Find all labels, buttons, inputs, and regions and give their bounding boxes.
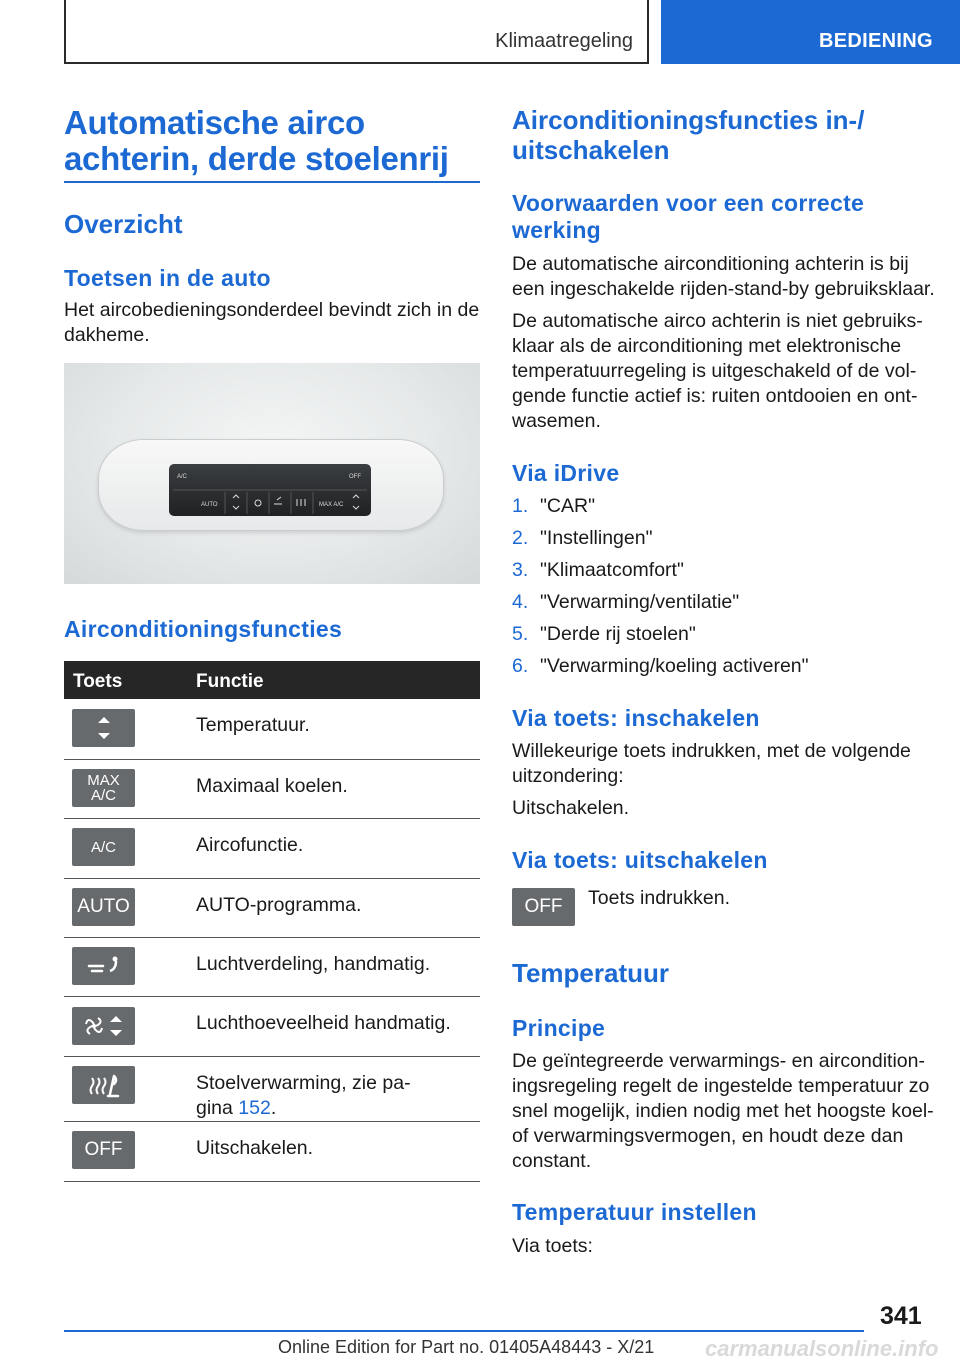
conditions-paragraph-2 <box>512 309 923 434</box>
step-text: "Klimaatcomfort" <box>540 559 684 581</box>
control-panel-photo <box>64 363 480 584</box>
conditions-heading <box>512 190 864 244</box>
panel-label-auto: AUTO <box>201 502 218 508</box>
page-title <box>64 105 449 177</box>
off-instruction: Toets indrukken. <box>588 887 730 909</box>
ac-icon: A/C <box>72 828 135 866</box>
conditions-p1-line-2: een ingeschakelde rijden-stand-by gebruiksklaar. <box>512 278 935 300</box>
step-text: "Verwarming/ventilatie" <box>540 591 740 613</box>
right-section-title <box>512 105 864 165</box>
on-paragraph-2: Uitschakelen. <box>512 797 630 819</box>
page-title-line-2: achterin, derde stoelenrij <box>64 140 449 177</box>
seat-heating-text-line-2 <box>196 1096 476 1121</box>
conditions-paragraph-1 <box>512 252 935 302</box>
step-number: 6. <box>512 655 529 677</box>
table-row <box>64 938 480 997</box>
row-function-text: Luchthoeveelheid handmatig. <box>196 1012 451 1034</box>
principle-line-3: snel mogelijk, indien nodig met het hoogste koel- <box>512 1100 934 1122</box>
step-number: 2. <box>512 527 529 549</box>
page-number: 341 <box>880 1302 922 1330</box>
list-item <box>512 654 932 686</box>
temperature-arrows-icon <box>72 709 135 747</box>
idrive-heading: Via iDrive <box>512 460 620 486</box>
table-row <box>64 760 480 819</box>
functions-heading: Airconditioningsfuncties <box>64 616 343 642</box>
principle-line-4: of verwarmingsvermogen, en houdt deze dan <box>512 1125 904 1147</box>
panel-buttons-icon <box>169 464 371 516</box>
principle-line-5: constant. <box>512 1150 592 1172</box>
list-item <box>512 526 932 558</box>
seat-heating-text-prefix: gina <box>196 1097 239 1119</box>
table-row <box>64 879 480 938</box>
list-item <box>512 622 932 654</box>
on-p1-line-2: uitzondering: <box>512 765 624 787</box>
auto-icon: AUTO <box>72 888 135 926</box>
table-row <box>64 1122 480 1182</box>
principle-paragraph <box>512 1049 934 1174</box>
panel-label-ac: A/C <box>177 474 188 480</box>
row-function-text <box>196 1071 476 1121</box>
conditions-heading-line-1: Voorwaarden voor een correcte <box>512 190 865 216</box>
row-function-text: Temperatuur. <box>196 714 310 736</box>
row-function-text: AUTO-programma. <box>196 894 362 916</box>
list-item <box>512 494 932 526</box>
row-function-text: Uitschakelen. <box>196 1137 314 1159</box>
header-section-box <box>64 0 649 64</box>
col-header-function: Functie <box>196 671 264 692</box>
step-text: "CAR" <box>540 495 596 517</box>
col-header-key: Toets <box>73 671 123 692</box>
principle-line-2: ingsregeling regelt de ingestelde temperatuur zo <box>512 1075 930 1097</box>
rear-climate-panel <box>169 464 371 516</box>
title-underline <box>64 181 480 183</box>
functions-table-header <box>64 661 480 699</box>
step-text: "Verwarming/koeling activeren" <box>540 655 809 677</box>
step-number: 4. <box>512 591 529 613</box>
right-title-line-1: Airconditioningsfuncties in-/ <box>512 105 865 135</box>
max-ac-key-line-2: A/C <box>90 787 116 804</box>
panel-label-off: OFF <box>349 474 361 480</box>
step-text: "Instellingen" <box>540 527 653 549</box>
overview-heading: Overzicht <box>64 209 183 239</box>
row-function-text: Aircofunctie. <box>196 834 304 856</box>
keys-paragraph-line-2: dakheme. <box>64 324 150 346</box>
temperature-heading: Temperatuur <box>512 958 669 988</box>
row-function-text: Luchtverdeling, handmatig. <box>196 953 431 975</box>
conditions-p2-line-2: klaar als de airconditioning met elektronische <box>512 335 902 357</box>
footer-rule <box>64 1330 864 1332</box>
table-row <box>64 699 480 760</box>
watermark: carmanualsonline.info <box>705 1336 939 1361</box>
list-item <box>512 558 932 590</box>
row-function-text: Maximaal koelen. <box>196 775 348 797</box>
seat-heating-icon <box>72 1066 135 1104</box>
seat-heating-text-end: . <box>270 1097 277 1119</box>
off-icon: OFF <box>72 1131 135 1169</box>
page-title-line-1: Automatische airco <box>64 104 365 141</box>
header-section-title: Klimaatregeling <box>495 30 633 52</box>
principle-line-1: De geïntegreerde verwarmings- en aircondition- <box>512 1050 925 1072</box>
conditions-p2-line-3: temperatuurregeling is uitgeschakeld of de vol- <box>512 360 917 382</box>
step-number: 5. <box>512 623 529 645</box>
set-temperature-text: Via toets: <box>512 1235 593 1257</box>
right-title-line-2: uitschakelen <box>512 135 670 165</box>
principle-heading: Principe <box>512 1015 606 1041</box>
table-row <box>64 819 480 879</box>
table-row <box>64 1057 480 1122</box>
conditions-heading-line-2: werking <box>512 217 602 243</box>
step-text: "Derde rij stoelen" <box>540 623 696 645</box>
max-ac-icon <box>72 769 135 807</box>
footer-edition: Online Edition for Part no. 01405A48443 - X/21 <box>278 1337 655 1357</box>
off-icon: OFF <box>512 888 575 926</box>
keys-paragraph-line-1: Het aircobedieningsonderdeel bevindt zich in de <box>64 299 480 321</box>
air-distribution-icon <box>72 947 135 985</box>
header-chapter-title: BEDIENING <box>819 30 933 52</box>
fan-arrows-icon <box>72 1007 135 1045</box>
conditions-p2-line-5: wasemen. <box>512 410 601 432</box>
list-item <box>512 590 932 622</box>
roof-liner-bezel <box>98 439 444 531</box>
panel-label-max-ac: MAX A/C <box>319 502 344 508</box>
page-link-152[interactable]: 152 <box>238 1097 271 1119</box>
idrive-steps <box>512 494 932 686</box>
step-number: 3. <box>512 559 529 581</box>
step-number: 1. <box>512 495 529 517</box>
off-heading: Via toets: uitschakelen <box>512 847 768 873</box>
conditions-p1-line-1: De automatische airconditioning achterin is bij <box>512 253 909 275</box>
table-row <box>64 997 480 1057</box>
conditions-p2-line-1: De automatische airco achterin is niet gebruiks- <box>512 310 923 332</box>
on-paragraph-1 <box>512 739 911 789</box>
conditions-p2-line-4: gende functie actief is: ruiten ontdooien en ont- <box>512 385 918 407</box>
seat-heating-text-line-1: Stoelverwarming, zie pa- <box>196 1072 411 1094</box>
on-p1-line-1: Willekeurige toets indrukken, met de volgende <box>512 740 911 762</box>
keys-heading: Toetsen in de auto <box>64 265 271 291</box>
set-temperature-heading: Temperatuur instellen <box>512 1199 757 1225</box>
keys-paragraph <box>64 298 479 348</box>
on-heading: Via toets: inschakelen <box>512 705 760 731</box>
max-ac-key-line-1: MAX <box>87 772 120 789</box>
